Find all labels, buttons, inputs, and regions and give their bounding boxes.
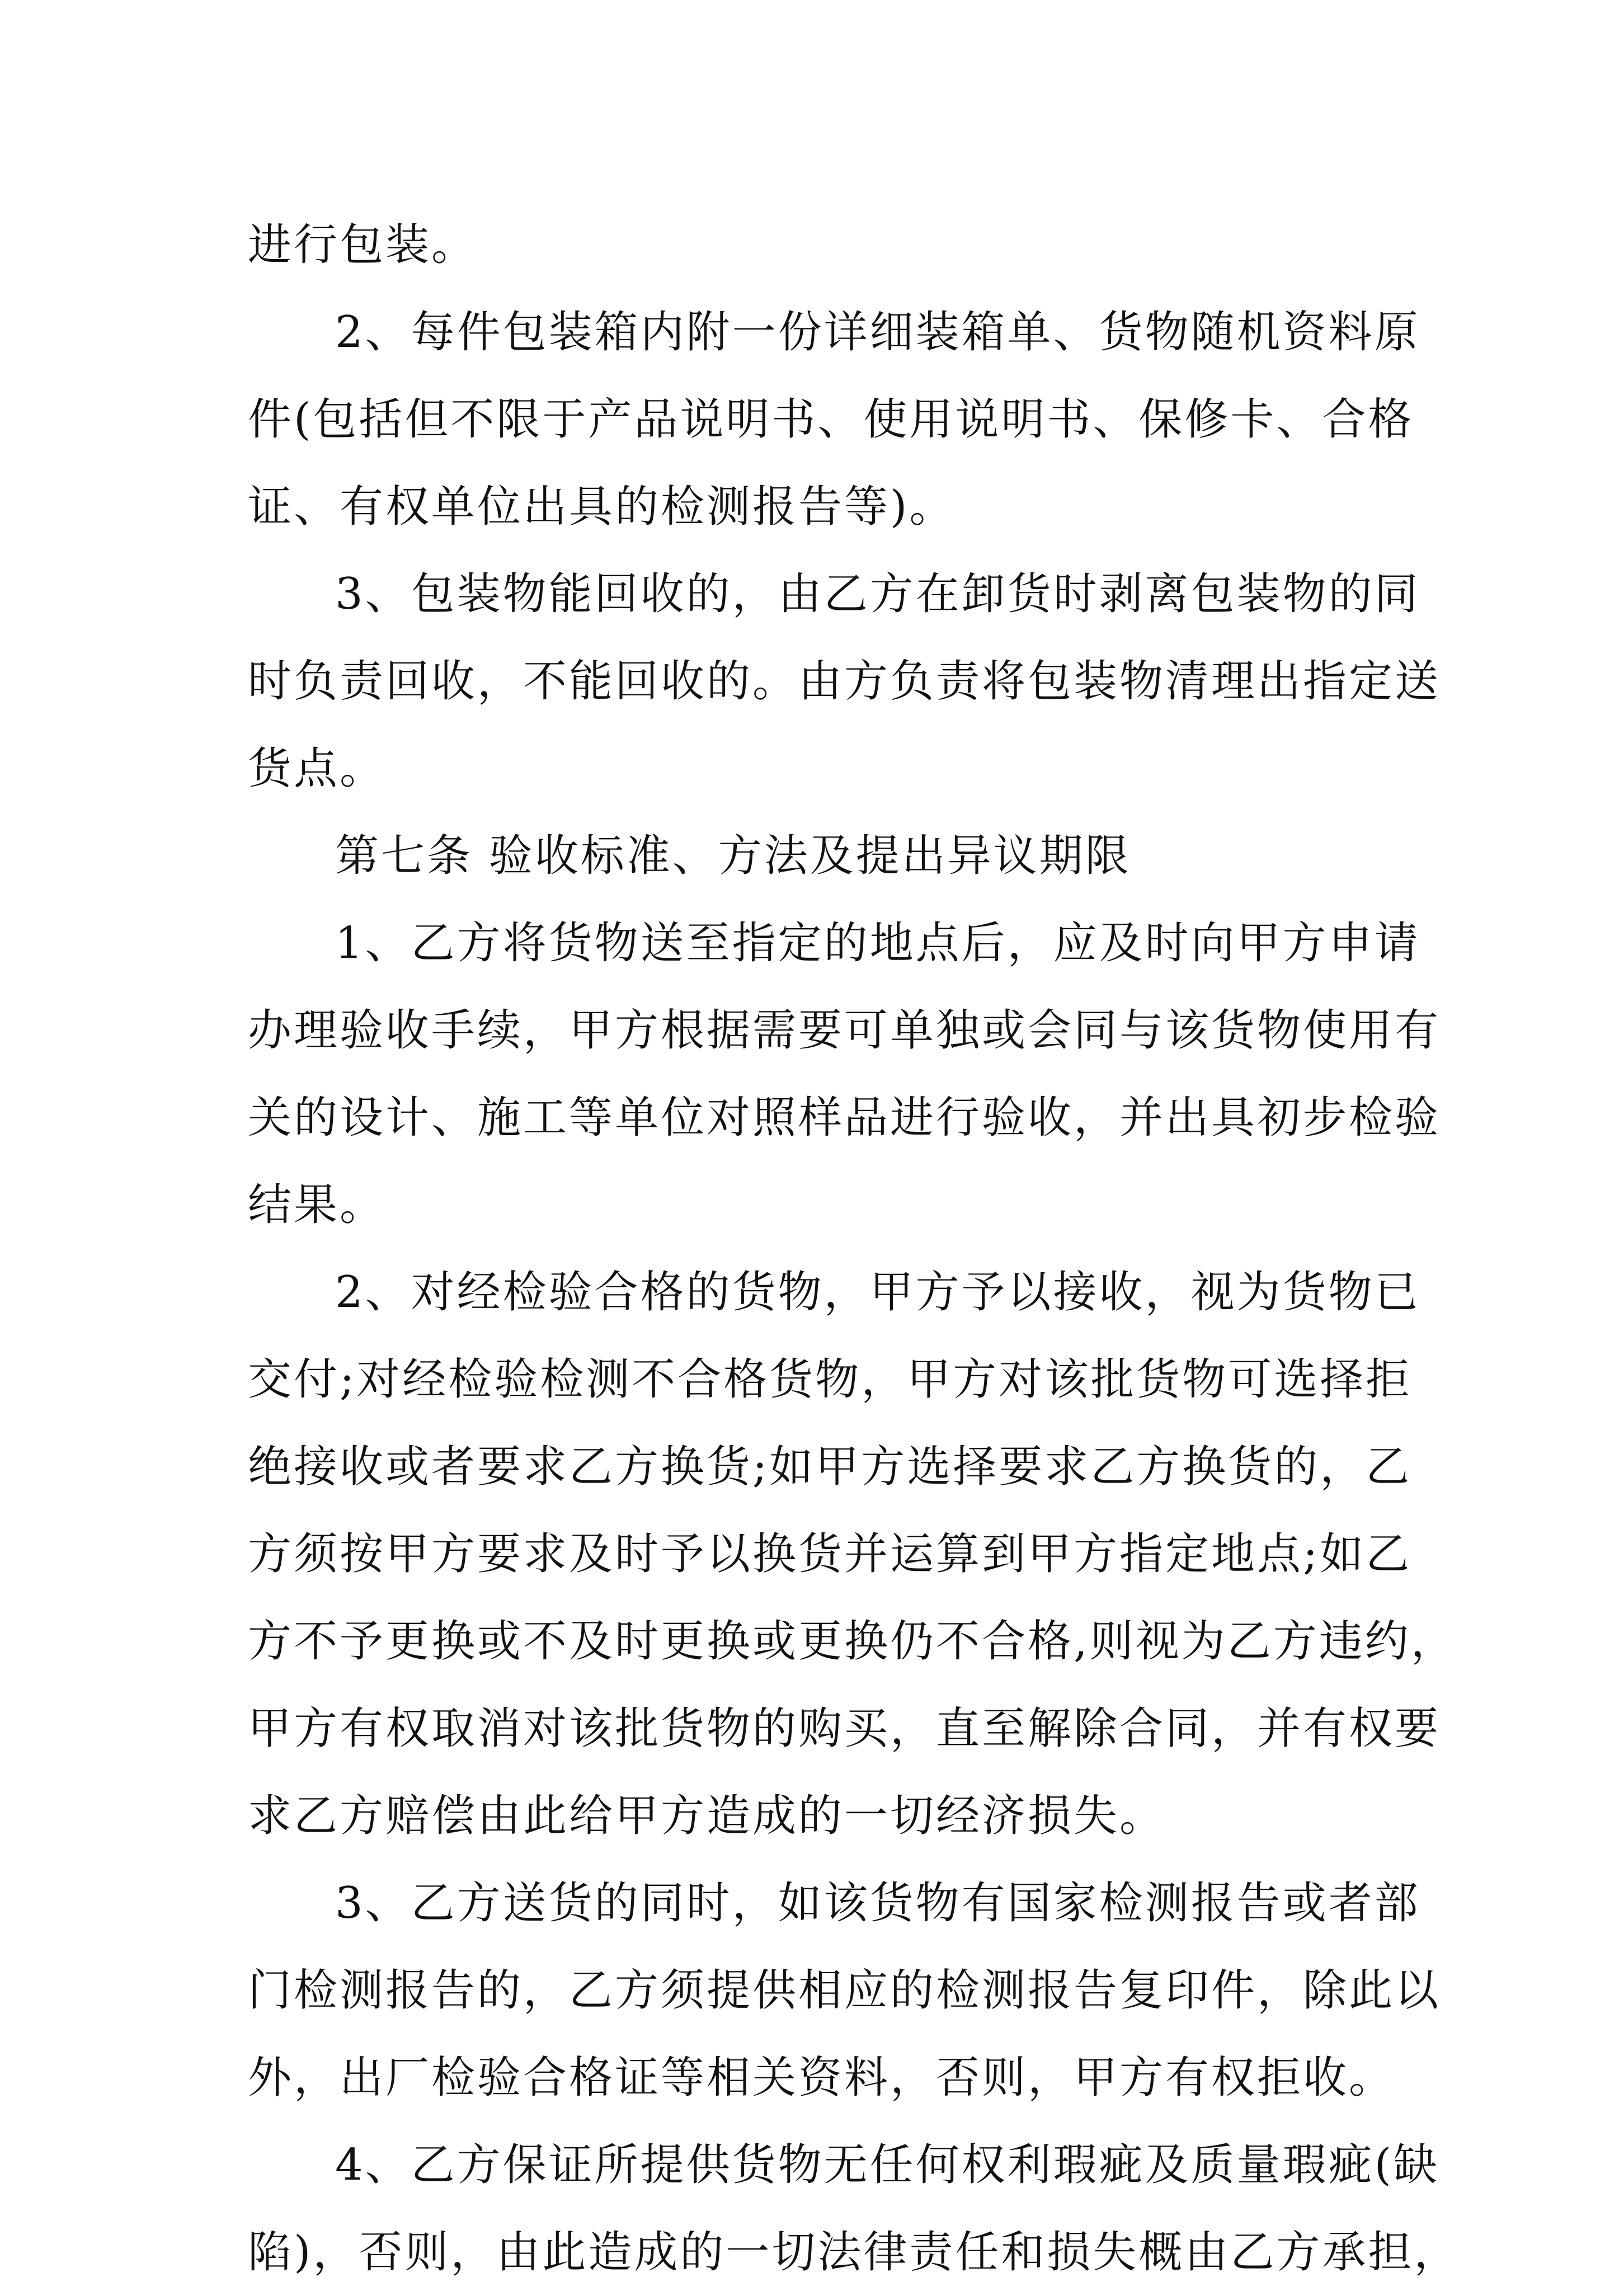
text-line: 门检测报告的，乙方须提供相应的检测报告复印件，除此以 bbox=[248, 1965, 1441, 2016]
text-line: 3、乙方送货的同时，如该货物有国家检测报告或者部 bbox=[335, 1878, 1420, 1928]
text-line: 2、每件包装箱内附一份详细装箱单、货物随机资料原 bbox=[335, 307, 1420, 357]
text-line: 方须按甲方要求及时予以换货并运算到甲方指定地点;如乙 bbox=[248, 1529, 1412, 1579]
text-line: 1、乙方将货物送至指定的地点后，应及时向甲方申请 bbox=[335, 918, 1420, 968]
text-line: 绝接收或者要求乙方换货;如甲方选择要求乙方换货的，乙 bbox=[248, 1442, 1412, 1492]
text-line: 结果。 bbox=[248, 1180, 386, 1230]
text-line: 甲方有权取消对该批货物的购买，直至解除合同，并有权要 bbox=[248, 1704, 1441, 1754]
text-line: 交付;对经检验检测不合格货物，甲方对该批货物可选择拒 bbox=[248, 1354, 1412, 1405]
text-line: 2、对经检验合格的货物，甲方予以接收，视为货物已 bbox=[335, 1267, 1420, 1318]
text-line: 陷)，否则，由此造成的一切法律责任和损失概由乙方承担， bbox=[248, 2227, 1460, 2278]
text-line: 外，出厂检验合格证等相关资料，否则，甲方有权拒收。 bbox=[248, 2053, 1395, 2103]
text-line: 进行包装。 bbox=[248, 220, 478, 270]
text-line: 办理验收手续，甲方根据需要可单独或会同与该货物使用有 bbox=[248, 1005, 1441, 1056]
section-heading: 第七条 验收标准、方法及提出异议期限 bbox=[335, 831, 1131, 881]
text-line: 3、包装物能回收的，由乙方在卸货时剥离包装物的同 bbox=[335, 569, 1420, 619]
text-line: 求乙方赔偿由此给甲方造成的一切经济损失。 bbox=[248, 1791, 1166, 1841]
text-line: 件(包括但不限于产品说明书、使用说明书、保修卡、合格 bbox=[248, 394, 1414, 445]
text-line: 关的设计、施工等单位对照样品进行验收，并出具初步检验 bbox=[248, 1093, 1441, 1143]
document-body bbox=[248, 201, 1460, 2296]
text-line: 方不予更换或不及时更换或更换仍不合格,则视为乙方违约， bbox=[248, 1616, 1457, 1667]
text-line: 货点。 bbox=[248, 744, 386, 794]
text-line: 证、有权单位出具的检测报告等)。 bbox=[248, 482, 956, 532]
text-line: 4、乙方保证所提供货物无任何权利瑕疵及质量瑕疵(缺 bbox=[335, 2140, 1440, 2190]
text-line: 时负责回收，不能回收的。由方负责将包装物清理出指定送 bbox=[248, 656, 1441, 707]
